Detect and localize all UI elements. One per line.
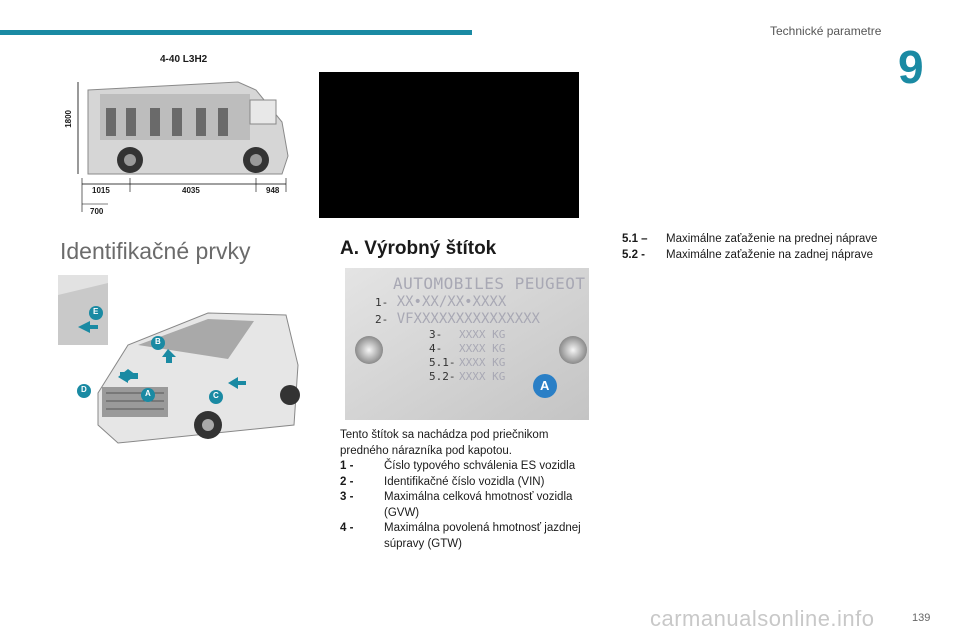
plate-row-value: XX•XX/XX•XXXX <box>396 294 507 310</box>
header-section-title: Technické parametre <box>770 24 882 38</box>
item-text: Maximálna celková hmotnosť vozidla (GVW) <box>384 491 573 519</box>
list-item <box>340 490 595 521</box>
callout-a-label: A <box>145 389 151 398</box>
manufacturer-plate <box>345 268 589 420</box>
plate-row-key: 4- <box>429 342 443 355</box>
chapter-number: 9 <box>898 41 924 93</box>
callout-badges <box>58 275 303 453</box>
plate-row-value: XXXX KG <box>459 356 506 369</box>
plate-intro: Tento štítok sa nachádza pod priečnikom predného nárazníka pod kapotou. <box>340 429 549 457</box>
blank-image-placeholder <box>319 72 579 218</box>
callout-c-label: C <box>213 391 219 400</box>
plate-row-value: VFXXXXXXXXXXXXXXX <box>396 311 540 327</box>
plate-row-key: 1- <box>375 296 389 309</box>
rear-overhang-label: 948 <box>266 186 280 195</box>
callout-b-label: B <box>155 337 161 346</box>
van-dimension-figure <box>60 52 300 220</box>
plate-description <box>340 428 595 552</box>
plate-row-key: 3- <box>429 328 443 341</box>
plate-row-4 <box>429 342 505 356</box>
item-key: 5.2 - <box>622 248 646 261</box>
item-key: 4 - <box>340 522 354 534</box>
item-key: 2 - <box>340 475 354 488</box>
item-text: Číslo typového schválenia ES vozidla <box>384 460 576 472</box>
list-item <box>622 232 892 248</box>
footer-watermark: carmanualsonline.info <box>650 606 875 631</box>
item-text: Maximálna povolená hmotnosť jazdnej súpravy (GTW) <box>384 522 581 550</box>
item-text: Identifikačné číslo vozidla (VIN) <box>384 475 545 488</box>
axle-load-list <box>622 232 892 263</box>
plate-row-value: XXXX KG <box>459 342 506 355</box>
item-text: Maximálne zaťaženie na zadnej náprave <box>666 248 873 261</box>
van-identification-figure <box>58 275 303 453</box>
list-item <box>340 459 595 475</box>
plate-row-5-1 <box>429 356 505 370</box>
item-key: 3 - <box>340 491 354 503</box>
callout-d-label: D <box>81 385 87 394</box>
plate-badge-letter: A <box>540 378 550 393</box>
plate-maker: AUTOMOBILES PEUGEOT <box>393 274 586 293</box>
front-overhang-label: 1015 <box>92 186 110 195</box>
item-key: 5.1 – <box>622 233 648 245</box>
plate-row-value: XXXX KG <box>459 370 506 383</box>
list-item <box>340 475 595 491</box>
list-item <box>340 521 595 552</box>
wheelbase-label: 4035 <box>182 186 200 195</box>
plate-row-3 <box>429 328 505 342</box>
plate-row-value: XXXX KG <box>459 328 506 341</box>
identification-heading: Identifikačné prvky <box>60 238 251 264</box>
plate-heading: A. Výrobný štítok <box>340 238 497 259</box>
plate-row-key: 2- <box>375 313 389 326</box>
right-rivet <box>559 336 587 364</box>
list-item <box>622 248 892 264</box>
item-text: Maximálne zaťaženie na prednej náprave <box>666 233 878 245</box>
page-number: 139 <box>912 612 931 624</box>
seat-offset-label: 700 <box>90 207 104 216</box>
left-rivet <box>355 336 383 364</box>
item-key: 1 - <box>340 460 354 472</box>
dimension-figure-title: 4-40 L3H2 <box>160 54 208 65</box>
callout-e-label: E <box>93 307 99 316</box>
plate-row-key: 5.1- <box>429 356 456 369</box>
plate-row-2 <box>375 311 540 328</box>
height-label: 1800 <box>64 110 73 128</box>
plate-row-5-2 <box>429 370 505 384</box>
plate-row-key: 5.2- <box>429 370 456 383</box>
header-accent-bar <box>0 30 472 35</box>
plate-row-1 <box>375 294 540 311</box>
